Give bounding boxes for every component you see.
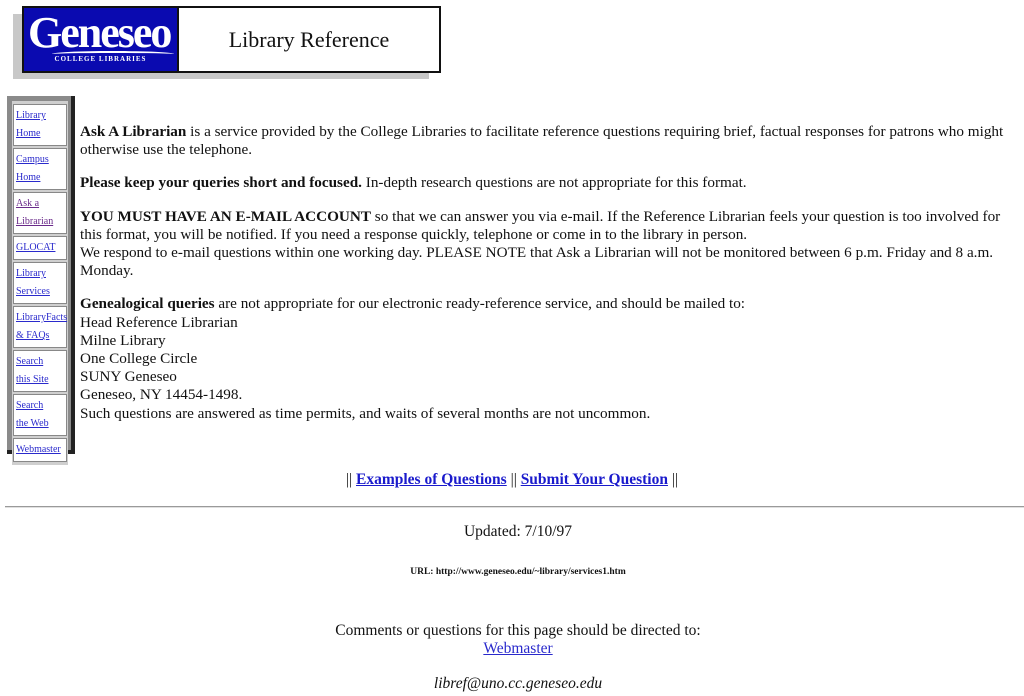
library-services-link[interactable]: Library Services	[16, 268, 50, 297]
comments-text: Comments or questions for this page should be directed to:	[335, 622, 701, 639]
sidebar-nav	[7, 96, 75, 454]
focus-paragraph: Please keep your queries short and focused. In-depth research questions are not appropriate for this format.	[80, 174, 747, 192]
logo-subtitle: COLLEGE LIBRARIES	[54, 55, 147, 63]
search-web-link[interactable]: Search the Web	[16, 400, 49, 429]
logo-wordmark: Geneseo	[28, 8, 171, 57]
header-banner	[13, 6, 439, 79]
address-line: One College Circle	[80, 350, 198, 368]
address-line: Geneseo, NY 14454-1498.	[80, 386, 243, 404]
library-home-link[interactable]: Library Home	[16, 110, 46, 139]
sidebar-item-glocat[interactable]	[13, 236, 67, 260]
updated-date: Updated: 7/10/97	[463, 523, 573, 540]
genealogy-bold: Genealogical queries	[80, 295, 215, 313]
address-line: SUNY Geneseo	[80, 368, 177, 386]
sidebar-item-webmaster[interactable]	[13, 438, 67, 462]
comments-block	[0, 622, 1024, 658]
geneseo-logo	[24, 8, 179, 71]
intro-bold: Ask A Librarian	[80, 123, 187, 140]
search-site-link[interactable]: Search this Site	[16, 356, 49, 385]
bottom-links-bar: || Examples of Questions || Submit Your Question ||	[345, 471, 679, 488]
sidebar-item-ask-a-librarian[interactable]	[13, 192, 67, 234]
sidebar-nav-inner	[12, 101, 68, 465]
library-facts-link[interactable]: LibraryFacts & FAQs	[16, 312, 68, 341]
horizontal-divider	[5, 506, 1024, 508]
email-requirement-bold: YOU MUST HAVE AN E-MAIL ACCOUNT	[80, 207, 371, 225]
response-time-text: We respond to e-mail questions within one working day. PLEASE NOTE that Ask a Librarian will not be monitored between 6 p.m. Friday and 8 a.m. Monday.	[80, 244, 994, 280]
sidebar-item-search-web[interactable]	[13, 394, 67, 436]
sidebar-item-library-services[interactable]	[13, 262, 67, 304]
email-requirement-paragraph: YOU MUST HAVE AN E-MAIL ACCOUNT so that we can answer you via e-mail. If the Reference Librarian feels your question is too involved for this format, you will be notified. If you need a response quickly, telephone or come in to the library in person. We respond to e-mail questions within one working day. PLEASE NOTE that Ask a Librarian will not be monitored between 6 p.m. Friday and 8 a.m. Monday.	[80, 207, 1001, 280]
genealogy-paragraph: Genealogical queries are not appropriate for our electronic ready-reference service, and should be mailed to: Head Reference Librarian Milne Library One College Circle SUNY Geneseo Geneseo, NY 14454-1498. Such questions are answered as time permits, and waits of several months are not uncommon.	[80, 295, 746, 422]
webmaster-nav-link[interactable]: Webmaster	[16, 444, 61, 455]
sidebar-item-library-home[interactable]	[13, 104, 67, 146]
focus-bold: Please keep your queries short and focused.	[80, 174, 362, 192]
webmaster-footer-link[interactable]: Webmaster	[483, 640, 553, 657]
genealogy-closing: Such questions are answered as time permits, and waits of several months are not uncommon.	[80, 404, 651, 422]
sidebar-item-search-site[interactable]	[13, 350, 67, 392]
intro-paragraph: Ask A Librarian is a service provided by the College Libraries to facilitate reference questions requiring brief, factual responses for patrons who might otherwise use the telephone.	[80, 123, 1004, 159]
glocat-link[interactable]: GLOCAT	[16, 242, 56, 253]
address-line: Head Reference Librarian	[80, 313, 238, 331]
sidebar-item-library-facts[interactable]	[13, 306, 67, 348]
banner-box	[22, 6, 441, 73]
main-content	[80, 123, 1020, 438]
page-url: URL: http://www.geneseo.edu/~library/services1.htm	[410, 567, 626, 577]
sidebar-item-campus-home[interactable]	[13, 148, 67, 190]
address-line: Milne Library	[80, 331, 166, 349]
examples-of-questions-link[interactable]: Examples of Questions	[356, 471, 507, 488]
page-title: Library Reference	[228, 26, 390, 52]
submit-your-question-link[interactable]: Submit Your Question	[520, 471, 668, 488]
campus-home-link[interactable]: Campus Home	[16, 154, 49, 183]
contact-email: libref@uno.cc.geneseo.edu	[433, 675, 603, 692]
ask-a-librarian-link[interactable]: Ask a Librarian	[16, 198, 54, 227]
